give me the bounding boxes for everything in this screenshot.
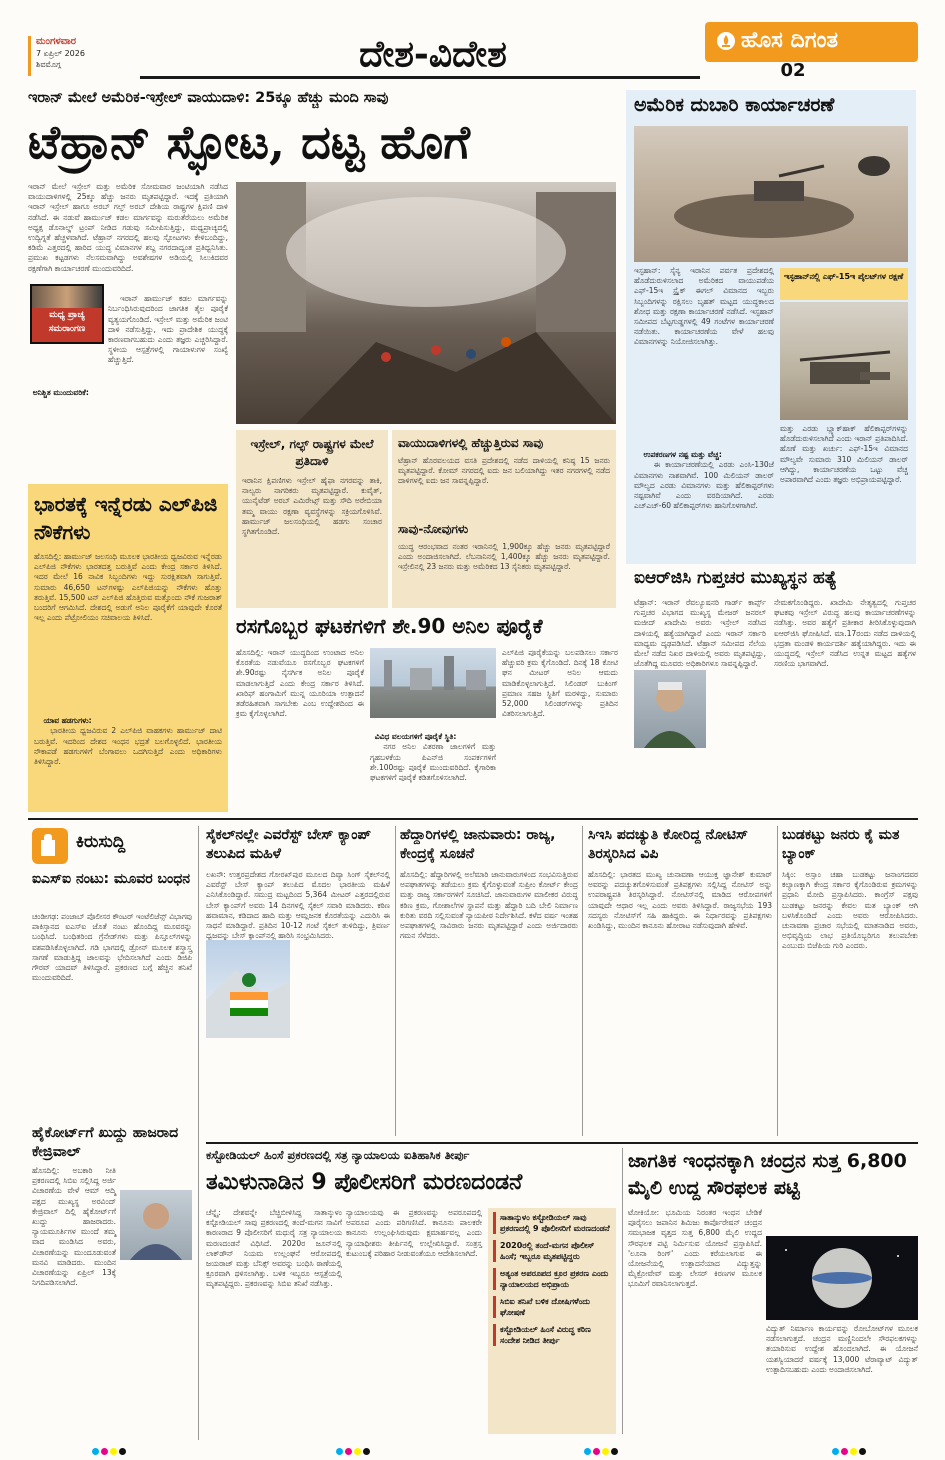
- vertical-rule-1: [198, 826, 199, 1440]
- moon-solar-ring-photo: [766, 1236, 918, 1320]
- custody-timeline: [488, 1208, 616, 1434]
- lpg-body-2: ಭಾರತೀಯ ಧ್ವಜವಿರುವ 2 ಎಲ್‌ಪಿಜಿ ವಾಹಕಗಳು ಹಾರ್ಮುಜ್ ದಾಟಿ ಬರುತ್ತಿವೆ. ಇದರಿಂದ ದೇಶದ ಇಂಧನ ಭದ್ರತೆ ಬಲಗೊಳ್ಳಲಿದೆ. ಭಾರತೀಯ ನೌಕಾಪಡೆ ಹಡಗುಗಳಿಗೆ ಬೆಂಗಾವಲು ಒದಗಿಸುತ್ತಿದೆ ಎಂದು ಅಧಿಕಾರಿಗಳು ತಿಳಿಸಿದ್ದಾರೆ.: [34, 726, 225, 767]
- section-divider: [28, 818, 918, 820]
- vertical-rule-5: [622, 1148, 623, 1434]
- timeline-item: ಸಾತಾನ್ಕುಳಂ ಕಸ್ಟೋಡಿಯಲ್ ಸಾವು ಪ್ರಕರಣದಲ್ಲಿ 9 ಪೊಲೀಸರಿಗೆ ಮರಣದಂಡನೆ: [493, 1212, 611, 1234]
- page-number: 02: [780, 60, 806, 81]
- rescue-caption: ಇಸ್ಫಹಾನ್‌ನಲ್ಲಿ ಎಫ್-15ಇ ಪೈಲಟ್‌ಗಳ ರಕ್ಷಣೆ: [784, 272, 904, 281]
- timeline-item: ಕಸ್ಟೋಡಿಯಲ್ ಹಿಂಸೆ ವಿರುದ್ಧ ಕಠಿಣ ಸಂದೇಶ ನೀಡಿದ ತೀರ್ಪು: [493, 1324, 611, 1346]
- fertilizer-plant-photo: [370, 648, 496, 718]
- lead-headline: ಟೆಹ್ರಾನ್ ಸ್ಫೋಟ, ದಟ್ಟ ಹೊಗೆ: [28, 115, 470, 169]
- casualties-title: ಸಾವು-ನೋವುಗಳು: [398, 522, 469, 536]
- solar-body: ಟೋಕಿಯೋ: ಭೂಮಿಯ ನಿರಂತರ ಇಂಧನ ಬೇಡಿಕೆ ಪೂರೈಸಲು ಜಪಾನಿನ ಶಿಮಿಜು ಕಾರ್ಪೊರೇಷನ್ ಚಂದ್ರನ ಸಮಭಾಜಕ ವೃತ್ತದ ಸುತ್ತ 6,800 ಮೈಲಿ ಉದ್ದದ ಸೌರಫಲಕ ಪಟ್ಟಿ ನಿರ್ಮಿಸುವ ಯೋಜನೆ ಪ್ರಸ್ತಾಪಿಸಿದೆ. 'ಲೂನಾ ರಿಂಗ್' ಎಂದು ಕರೆಯಲಾಗುವ ಈ ಯೋಜನೆಯಲ್ಲಿ ಉತ್ಪಾದನೆಯಾದ ವಿದ್ಯುತ್ತನ್ನು ಮೈಕ್ರೋವೇವ್ ಮತ್ತು ಲೇಸರ್ ಕಿರಣಗಳ ಮೂಲಕ ಭೂಮಿಗೆ ರವಾನಿಸಲಾಗುತ್ತದೆ.: [628, 1208, 765, 1289]
- us-rescue-box: [626, 90, 916, 564]
- us-rescue-body-2-wrap: [634, 440, 777, 560]
- highway-body: ಹೊಸದಿಲ್ಲಿ: ಹೆದ್ದಾರಿಗಳಲ್ಲಿ ಅಲೆಮಾರಿ ಜಾನುವಾರುಗಳಿಂದ ಸಂಭವಿಸುತ್ತಿರುವ ಅಪಘಾತಗಳನ್ನು ತಡೆಯಲು ಕ್ರಮ ಕೈಗೊಳ್ಳುವಂತೆ ಸುಪ್ರೀಂ ಕೋರ್ಟ್ ಕೇಂದ್ರ ಮತ್ತು ರಾಜ್ಯ ಸರ್ಕಾರಗಳಿಗೆ ಸೂಚಿಸಿದೆ. ಜಾನುವಾರುಗಳ ಮಾಲೀಕರ ವಿರುದ್ಧ ಕಠಿಣ ಕ್ರಮ, ಗೋಶಾಲೆಗಳ ಸ್ಥಾಪನೆ ಮತ್ತು ಹೆದ್ದಾರಿ ಬದಿ ಬೇಲಿ ನಿರ್ಮಾಣ ಕುರಿತು ವರದಿ ಸಲ್ಲಿಸುವಂತೆ ನ್ಯಾಯಪೀಠ ನಿರ್ದೇಶಿಸಿದೆ. ಕಳೆದ ವರ್ಷ ಇಂತಹ ಅಪಘಾತಗಳಲ್ಲಿ ಸಾವಿರಾರು ಜನರು ಮೃತಪಟ್ಟಿದ್ದಾರೆ ಎಂದು ಅರ್ಜಿದಾರರು ಗಮನ ಸೆಳೆದರು.: [400, 870, 581, 941]
- lpg-body: ಹೊಸದಿಲ್ಲಿ: ಹಾರ್ಮುಜ್ ಜಲಸಂಧಿ ಮೂಲಕ ಭಾರತೀಯ ಧ್ವಜವಿರುವ ಇನ್ನೆರಡು ಎಲ್‌ಪಿಜಿ ನೌಕೆಗಳು ಭಾರತದತ್ತ ಬರುತ್ತಿವೆ ಎಂದು ಕೇಂದ್ರ ಸರ್ಕಾರ ತಿಳಿಸಿದೆ. ಇದರ ಮೇಲೆ 16 ನಾವಿಕ ಸಿಬ್ಬಂದಿಗಳು ಇದ್ದು ಸುರಕ್ಷಿತವಾಗಿ ಸಾಗುತ್ತಿವೆ. ಸುಮಾರು 46,650 ಟನ್‌ಗಳಷ್ಟು ಎಲ್‌ಪಿಜಿಯನ್ನು ನೌಕೆಗಳು ಹೊತ್ತು ತರುತ್ತಿವೆ. 15,500 ಟನ್ ಎಲ್‌ಪಿಜಿ ಹೊತ್ತಿರುವ ಮತ್ತೊಂದು ನೌಕೆ ಗುಜರಾತ್ ಬಂದರಿಗೆ ಆಗಮಿಸಿದೆ. ದೇಶದಲ್ಲಿ ಅಡುಗೆ ಅನಿಲ ಪೂರೈಕೆಗೆ ಯಾವುದೇ ಕೊರತೆ ಇಲ್ಲ ಎಂದು ಪೆಟ್ರೋಲಿಯಂ ಸಚಿವಾಲಯ ತಿಳಿಸಿದೆ.: [34, 552, 225, 623]
- casualties-body: ಯುದ್ಧ ಆರಂಭವಾದ ನಂತರ ಇರಾನಿನಲ್ಲಿ 1,900ಕ್ಕೂ ಹೆಚ್ಚು ಜನರು ಮೃತಪಟ್ಟಿದ್ದಾರೆ ಎಂದು ಅಂದಾಜಿಸಲಾಗಿದೆ. ಲೆಬನಾನಿನಲ್ಲಿ 1,400ಕ್ಕೂ ಹೆಚ್ಚು ಜನರು ಮೃತಪಟ್ಟಿದ್ದಾರೆ. ಇಸ್ರೇಲಿನಲ್ಲಿ 23 ಜನರು ಮತ್ತು ಅಮೆರಿಕದ 13 ಸೈನಿಕರು ಮೃತಪಟ್ಟಿದ್ದಾರೆ.: [398, 542, 613, 572]
- registration-dots-far-right: [832, 1440, 872, 1450]
- lead-body: ಇರಾನ್ ಮೇಲೆ ಇಸ್ರೇಲ್ ಮತ್ತು ಅಮೆರಿಕ ಸೋಮವಾರ ಜಂಟಿಯಾಗಿ ನಡೆಸಿದ ವಾಯುದಾಳಿಗಳಲ್ಲಿ 25ಕ್ಕೂ ಹೆಚ್ಚು ಜನರು ಮೃತಪಟ್ಟಿದ್ದಾರೆ. ಇದಕ್ಕೆ ಪ್ರತಿಯಾಗಿ ಇರಾನ್ ಇಸ್ರೇಲ್ ಹಾಗೂ ಅರಬ್ ಗಲ್ಫ್ ಅರಬ್ ದೇಶಿಯ ರಾಷ್ಟ್ರಗಳ ಕ್ಷಿಪಣಿ ದಾಳಿ ನಡೆಸಿದೆ. ಈ ನಡುವೆ ಹಾರ್ಮುಜ್ ಕಡಲ ಮಾರ್ಗವನ್ನು ಮರುತೆರೆಯಲು ಅಮೆರಿಕ ಅಧ್ಯಕ್ಷ ಡೊನಾಲ್ಡ್ ಟ್ರಂಪ್ ನೀಡಿದ ಗಡುವು ಸಮೀಪಿಸುತ್ತಿದ್ದು, ಮಧ್ಯಪ್ರಾಚ್ಯದಲ್ಲಿ ಉದ್ವಿಗ್ನತೆ ಹೆಚ್ಚಳವಾಗಿದೆ. ಟೆಹ್ರಾನ್ ನಗರದಲ್ಲಿ ಹಲವು ಸ್ಫೋಟಗಳು ಕೇಳಿಬಂದಿದ್ದು, ಕಡಿಮೆ ಎತ್ತರದಲ್ಲಿ ಹಾರಿದ ಯುದ್ಧ ವಿಮಾನಗಳ ಶಬ್ದ ನಗರದಾದ್ಯಂತ ಪ್ರತಿಧ್ವನಿಸಿತು. ಪ್ರಮುಖ ಕಟ್ಟಡಗಳು ನೆಲಸಮವಾಗಿದ್ದು ಅವಶೇಷಗಳ ಅಡಿಯಲ್ಲಿ ಸಿಲುಕಿದವರ ರಕ್ಷಣೆಗಾಗಿ ಕಾರ್ಯಾಚರಣೆ ಮುಂದುವರಿದಿದೆ.: [28, 182, 231, 273]
- cec-body: ಹೊಸದಿಲ್ಲಿ: ಭಾರತದ ಮುಖ್ಯ ಚುನಾವಣಾ ಆಯುಕ್ತ ಜ್ಞಾನೇಶ್ ಕುಮಾರ್ ಅವರನ್ನು ಪದಚ್ಯುತಗೊಳಿಸುವಂತೆ ಪ್ರತಿಪಕ್ಷಗಳು ಸಲ್ಲಿಸಿದ್ದ ನೋಟಿಸ್ ಅನ್ನು ಉಪರಾಷ್ಟ್ರಪತಿ ತಿರಸ್ಕರಿಸಿದ್ದಾರೆ. ನೋಟಿಸ್‌ನಲ್ಲಿ ಮಾಡಿದ ಆರೋಪಗಳಿಗೆ ಯಾವುದೇ ಆಧಾರ ಇಲ್ಲ ಎಂದು ಅವರು ತಿಳಿಸಿದ್ದಾರೆ. ರಾಜ್ಯಸಭೆಯ 193 ಸದಸ್ಯರು ನೋಟಿಸ್‌ಗೆ ಸಹಿ ಹಾಕಿದ್ದರು. ಈ ನಿರ್ಧಾರವನ್ನು ಪ್ರತಿಪಕ್ಷಗಳು ಖಂಡಿಸಿದ್ದು, ಮುಂದಿನ ಕಾನೂನು ಹೋರಾಟ ನಡೆಸುವುದಾಗಿ ಹೇಳಿವೆ.: [588, 870, 775, 931]
- crash-site-photo: [634, 126, 908, 262]
- fertilizer-body2-label: ವಿವಿಧ ವಲಯಗಳಿಗೆ ಪೂರೈಕೆ ಸ್ಥಿತಿ:: [374, 732, 457, 742]
- fertilizer-body-3: ಎಲ್‌ಪಿಜಿ ಪೂರೈಕೆಯನ್ನು ಬಲಪಡಿಸಲು ಸರ್ಕಾರ ಹೆಚ್ಚುವರಿ ಕ್ರಮ ಕೈಗೊಂಡಿದೆ. ದಿನಕ್ಕೆ 18 ಕೋಟಿ ಘನ ಮೀಟರ್ ಅನಿಲ ಆಮದು ಮಾಡಿಕೊಳ್ಳಲಾಗುತ್ತಿದೆ. ಸಿಲಿಂಡರ್ ಬುಕಿಂಗ್ ಪ್ರಮಾಣ ಸಹಜ ಸ್ಥಿತಿಗೆ ಮರಳಿದ್ದು, ಸುಮಾರು 52,000 ಸಿಲಿಂಡರ್‌ಗಳನ್ನು ಪ್ರತಿದಿನ ವಿತರಿಸಲಾಗುತ್ತಿದೆ.: [502, 648, 621, 719]
- custody-kicker: ಕಸ್ಟೋಡಿಯಲ್ ಹಿಂಸೆ ಪ್ರಕರಣದಲ್ಲಿ ಸತ್ರ ನ್ಯಾಯಾಲಯ ಐತಿಹಾಸಿಕ ತೀರ್ಪು: [206, 1148, 470, 1162]
- cyclist-photo: [206, 940, 290, 1038]
- deaths-body: ಟೆಹ್ರಾನ್ ಹೊರವಲಯದ ವಸತಿ ಪ್ರದೇಶದಲ್ಲಿ ನಡೆದ ದಾಳಿಯಲ್ಲಿ ಕನಿಷ್ಠ 15 ಜನರು ಮೃತಪಟ್ಟಿದ್ದಾರೆ. ಕೋಮ್ ನಗರದಲ್ಲಿ ಐದು ಜನ ಬಲಿಯಾಗಿದ್ದು ಇತರ ನಗರಗಳಲ್ಲಿ ನಡೆದ ದಾಳಿಗಳಲ್ಲಿ ಐದು ಜನ ಸಾವನ್ನಪ್ಪಿದ್ದಾರೆ.: [398, 456, 613, 486]
- fertilizer-body-2-wrap: [370, 722, 499, 812]
- lpg-body-2-wrap: [34, 706, 225, 806]
- lamp-icon: [717, 32, 735, 50]
- kejriwal-title: ಹೈಕೋರ್ಟ್‌ಗೆ ಖುದ್ದು ಹಾಜರಾದ ಕೇಜ್ರಿವಾಲ್: [32, 1125, 179, 1160]
- solar-body-2: ವಿದ್ಯುತ್ ನಿರ್ಮಾಣ ಕಾರ್ಯವನ್ನು ರೋಬೋಟ್‌ಗಳ ಮೂಲಕ ನಡೆಸಲಾಗುತ್ತದೆ. ಚಂದ್ರನ ಮಣ್ಣಿನಿಂದಲೇ ಸೌರಫಲಕಗಳನ್ನು ತಯಾರಿಸುವ ಉದ್ದೇಶ ಹೊಂದಲಾಗಿದೆ. ಈ ಯೋಜನೆ ಯಶಸ್ವಿಯಾದರೆ ವರ್ಷಕ್ಕೆ 13,000 ಟೆರಾವ್ಯಾಟ್ ವಿದ್ಯುತ್ ಉತ್ಪಾದಿಸಬಹುದು ಎಂದು ಅಂದಾಜಿಸಲಾಗಿದೆ.: [766, 1324, 921, 1374]
- custody-body: ಚೆನ್ನೈ: ದೇಶವನ್ನೇ ಬೆಚ್ಚಿಬೀಳಿಸಿದ್ದ ಸಾತಾನ್ಕುಳಂ ಕಸ್ಟೋಡಿಯಲ್ ಸಾವು ಪ್ರಕರಣದಲ್ಲಿ ತಂದೆ-ಮಗನ ಸಾವಿಗೆ ಕಾರಣರಾದ 9 ಪೊಲೀಸರಿಗೆ ಮಧುರೈ ಸತ್ರ ನ್ಯಾಯಾಲಯ ಮರಣದಂಡನೆ ವಿಧಿಸಿದೆ. 2020ರ ಜೂನ್‌ನಲ್ಲಿ ಲಾಕ್‌ಡೌನ್ ನಿಯಮ ಉಲ್ಲಂಘನೆ ಆರೋಪದಲ್ಲಿ ಜಯರಾಜ್ ಮತ್ತು ಬೆನಿಕ್ಸ್ ಅವರನ್ನು ಬಂಧಿಸಿ ಠಾಣೆಯಲ್ಲಿ ಕ್ರೂರವಾಗಿ ಥಳಿಸಲಾಗಿತ್ತು. ಬಳಿಕ ಇಬ್ಬರೂ ಆಸ್ಪತ್ರೆಯಲ್ಲಿ ಮೃತಪಟ್ಟಿದ್ದರು. ಪ್ರಕರಣವನ್ನು ಸಿಬಿಐ ತನಿಖೆ ನಡೆಸಿತ್ತು.: [206, 1208, 345, 1289]
- us-rescue-body2-label: ಉಪಕರಣಗಳ ನಷ್ಟ ಮತ್ತು ವೆಚ್ಚ:: [643, 450, 722, 460]
- paper-logo: [705, 22, 918, 62]
- kirusuddi-label: ಕಿರುಸುದ್ದಿ: [76, 832, 126, 852]
- lead-body-3: [28, 378, 228, 478]
- day-label: ಮಂಗಳವಾರ: [36, 36, 77, 47]
- war-badge: [30, 284, 104, 344]
- lead-body2-label: ಅನಿಶ್ಚಿತ ಮುಂದುವರಿಕೆ:: [32, 388, 89, 398]
- custody-headline: ತಮಿಳುನಾಡಿನ 9 ಪೊಲೀಸರಿಗೆ ಮರಣದಂಡನೆ: [206, 1170, 523, 1195]
- retaliation-body: ಇರಾನಿನ ಕ್ಷಿಪಣಿಗಳು ಇಸ್ರೇಲ್ ಹೈಫಾ ನಗರವನ್ನು ತಾಕಿ, ನಾಲ್ವರು ನಾಗರಿಕರು ಮೃತಪಟ್ಟಿದ್ದಾರೆ. ಕುವೈತ್, ಯುನೈಟೆಡ್ ಅರಬ್ ಎಮಿರೇಟ್ಸ್ ಮತ್ತು ಸೌದಿ ಅರೇಬಿಯಾ ತಮ್ಮ ವಾಯು ರಕ್ಷಣಾ ವ್ಯವಸ್ಥೆಗಳನ್ನು ಸಕ್ರಿಯಗೊಳಿಸಿವೆ. ಹಾರ್ಮುಜ್ ಜಲಸಂಧಿಯಲ್ಲಿ ಹಡಗು ಸಂಚಾರ ಸ್ಥಗಿತಗೊಂಡಿದೆ.: [242, 476, 385, 537]
- us-rescue-body-2: ಈ ಕಾರ್ಯಾಚರಣೆಯಲ್ಲಿ ಎರಡು ಎಂಸಿ-130ಜೆ ವಿಮಾನಗಳು ನಾಶವಾಗಿವೆ. 100 ಮಿಲಿಯನ್ ಡಾಲರ್ ಮೌಲ್ಯದ ಎರಡು ವಿಮಾನಗಳು ಮತ್ತು ಹೆಲಿಕಾಪ್ಟರ್‌ಗಳು ನಷ್ಟವಾಗಿವೆ ಎಂದು ವರದಿಯಾಗಿದೆ. ಎರಡು ಎಚ್‌ಎಚ್-60 ಹೆಲಿಕಾಪ್ಟರ್‌ಗಳು ಹಾನಿಗೊಳಗಾಗಿವೆ.: [634, 460, 777, 511]
- city-label: ಶಿವಮೊಗ್ಗ: [36, 60, 61, 69]
- irgc-body-side: [710, 670, 766, 810]
- us-rescue-body-3: ಮತ್ತು ಎರಡು ಬ್ಲ್ಯಾಕ್‌ಹಾಕ್ ಹೆಲಿಕಾಪ್ಟರ್‌ಗಳನ್ನು ಹೊಡೆದುರುಳಿಸಲಾಗಿದೆ ಎಂದು ಇರಾನ್ ಪ್ರತಿಪಾದಿಸಿದೆ. ಹೊಣೆ ಮತ್ತು ಖರ್ಚು: ಎಫ್-15ಇ ವಿಮಾನದ ಮೌಲ್ಯವೇ ಸುಮಾರು 310 ಮಿಲಿಯನ್ ಡಾಲರ್ ಆಗಿದ್ದು, ಕಾರ್ಯಾಚರಣೆಯ ಒಟ್ಟು ವೆಚ್ಚ ಅಪಾರವಾಗಿದೆ ಎಂದು ತಜ್ಞರು ಅಭಿಪ್ರಾಯಪಟ್ಟಿದ್ದಾರೆ.: [780, 424, 911, 485]
- kejriwal-photo: [120, 1190, 192, 1260]
- timeline-item: ಸಿಬಿಐ ತನಿಖೆ ಬಳಿಕ ದೋಷಿಗಳೆಂದು ಘೋಷಣೆ: [493, 1296, 611, 1318]
- lpg-headline: ಭಾರತಕ್ಕೆ ಇನ್ನೆರಡು ಎಲ್‌ಪಿಜಿ ನೌಕೆಗಳು: [34, 492, 218, 544]
- vertical-rule-3: [582, 826, 583, 1136]
- timeline-item: ಅತ್ಯಂತ ಅಪರೂಪದ ಕ್ರೂರ ಪ್ರಕರಣ ಎಂದು ನ್ಯಾಯಾಲಯದ ಅಭಿಪ್ರಾಯ: [493, 1268, 611, 1290]
- tehran-blast-photo: [236, 182, 616, 424]
- us-rescue-headline: ಅಮೆರಿಕ ದುಬಾರಿ ಕಾರ್ಯಾಚರಣೆ: [634, 94, 835, 116]
- cyclist-headline: ಸೈಕಲ್‌ನಲ್ಲೇ ಎವರೆಸ್ಟ್ ಬೇಸ್ ಕ್ಯಾಂಪ್ ತಲುಪಿದ ಮಹಿಳೆ: [206, 827, 372, 862]
- section-title: ದೇಶ-ವಿದೇಶ: [359, 33, 507, 75]
- lead-kicker: ಇರಾನ್ ಮೇಲೆ ಅಮೆರಿಕ-ಇಸ್ರೇಲ್ ವಾಯುದಾಳಿ: 25ಕ್ಕೂ ಹೆಚ್ಚು ಮಂದಿ ಸಾವು: [28, 90, 389, 106]
- date-label: 7 ಏಪ್ರಿಲ್ 2026: [36, 49, 85, 58]
- highway-headline: ಹೆದ್ದಾರಿಗಳಲ್ಲಿ ಜಾನುವಾರು: ರಾಜ್ಯ, ಕೇಂದ್ರಕ್ಕೆ ಸೂಚನೆ: [400, 827, 556, 862]
- us-rescue-body: ಇಸ್ಫಹಾನ್: ಸೈನ್ಯ ಇರಾನಿನ ಪರ್ವತ ಪ್ರದೇಶದಲ್ಲಿ ಹೊಡೆದುರುಳಿಸಲಾದ ಅಮೆರಿಕದ ವಾಯುಪಡೆಯ ಎಫ್-15ಇ ಸ್ಟ್ರೈಕ್ ಈಗಲ್ ವಿಮಾನದ ಇಬ್ಬರು ಸಿಬ್ಬಂದಿಗಳನ್ನು ರಕ್ಷಿಸಲು ಬೃಹತ್ ಮಟ್ಟದ ಯುದ್ಧಕಾಲದ ಶೋಧ ಮತ್ತು ರಕ್ಷಣಾ ಕಾರ್ಯಾಚರಣೆ ನಡೆಸಿದೆ. ಇಸ್ಫಹಾನ್ ಸಮೀಪದ ಬೆಟ್ಟಗುಡ್ಡಗಳಲ್ಲಿ 49 ಗಂಟೆಗಳ ಕಾರ್ಯಾಚರಣೆ ನಡೆಯಿತು. ಕಾರ್ಯಾಚರಣೆಯ ವೇಳೆ ಹಲವು ವಿಮಾನಗಳನ್ನು ನಿಯೋಜಿಸಲಾಗಿತ್ತು.: [634, 266, 777, 347]
- kirusuddi-banner: [28, 826, 188, 866]
- cec-headline: ಸಿಇಸಿ ಪದಚ್ಯುತಿ ಕೋರಿದ್ದ ನೋಟಿಸ್ ತಿರಸ್ಕರಿಸಿದ ವಿಪಿ: [588, 827, 748, 862]
- timeline-item: 2020ರಲ್ಲಿ ತಂದೆ-ಮಗನ ಪೊಲೀಸ್ ಹಿಂಸೆ; ಇಬ್ಬರೂ ಮೃತಪಟ್ಟಿದ್ದರು: [493, 1240, 611, 1262]
- registration-dots-right: [584, 1440, 624, 1450]
- custody-body-2: ನ್ಯಾಯಾಲಯವು ಈ ಪ್ರಕರಣವನ್ನು ಅಪರೂಪದಲ್ಲಿ ಅಪರೂಪ ಎಂದು ಪರಿಗಣಿಸಿದೆ. ಕಾನೂನು ಪಾಲಕರೇ ಕಾನೂನು ಉಲ್ಲಂಘಿಸಿರುವುದು ಕ್ಷಮಾರ್ಹವಲ್ಲ ಎಂದು ನ್ಯಾಯಾಧೀಶರು ತೀರ್ಪಿನಲ್ಲಿ ಉಲ್ಲೇಖಿಸಿದ್ದಾರೆ. ಸಂತ್ರಸ್ತ ಕುಟುಂಬಕ್ಕೆ ಪರಿಹಾರ ನೀಡುವಂತೆಯೂ ಆದೇಶಿಸಲಾಗಿದೆ.: [346, 1208, 485, 1258]
- rescue-caption-box: [780, 268, 908, 300]
- lead-body-2: ಇರಾನ್ ಹಾರ್ಮುಜ್ ಕಡಲ ಮಾರ್ಗವನ್ನು ನಿರ್ಬಂಧಿಸಿರುವುದರಿಂದ ಜಾಗತಿಕ ತೈಲ ಪೂರೈಕೆ ವ್ಯತ್ಯಯಗೊಂಡಿದೆ. ಇಸ್ರೇಲ್ ಮತ್ತು ಅಮೆರಿಕ ಜಂಟಿ ದಾಳಿ ನಡೆಸುತ್ತಿದ್ದು, ಇದು ಪ್ರಾದೇಶಿಕ ಯುದ್ಧಕ್ಕೆ ಕಾರಣವಾಗಬಹುದು ಎಂದು ತಜ್ಞರು ಎಚ್ಚರಿಸಿದ್ದಾರೆ. ಸ್ಥಳೀಯ ಆಸ್ಪತ್ರೆಗಳಲ್ಲಿ ಗಾಯಾಳುಗಳ ಸಂಖ್ಯೆ ಹೆಚ್ಚುತ್ತಿದೆ.: [108, 294, 231, 365]
- badge-top-label: ಮಧ್ಯ ಪ್ರಾಚ್ಯ: [49, 310, 85, 320]
- solar-headline: ಜಾಗತಿಕ ಇಂಧನಕ್ಕಾಗಿ ಚಂದ್ರನ ಸುತ್ತ 6,800 ಮೈಲಿ ಉದ್ದ ಸೌರಫಲಕ ಪಟ್ಟಿ: [628, 1150, 907, 1199]
- vertical-rule-2: [395, 826, 396, 1136]
- masthead: [28, 28, 918, 84]
- fertilizer-body: ಹೊಸದಿಲ್ಲಿ: ಇರಾನ್ ಯುದ್ಧದಿಂದ ಉಂಟಾದ ಅನಿಲ ಕೊರತೆಯ ನಡುವೆಯೂ ರಸಗೊಬ್ಬರ ಘಟಕಗಳಿಗೆ ಶೇ.90ರಷ್ಟು ನೈಸರ್ಗಿಕ ಅನಿಲ ಪೂರೈಕೆ ಮಾಡಲಾಗುತ್ತಿದೆ ಎಂದು ಕೇಂದ್ರ ಸರ್ಕಾರ ತಿಳಿಸಿದೆ. ಖಾರಿಫ್ ಹಂಗಾಮಿಗೆ ಮುನ್ನ ಯೂರಿಯಾ ಉತ್ಪಾದನೆ ತಡೆರಹಿತವಾಗಿ ಸಾಗಬೇಕು ಎಂಬ ಉದ್ದೇಶದಿಂದ ಈ ಕ್ರಮ ಕೈಗೊಳ್ಳಲಾಗಿದೆ.: [236, 648, 367, 719]
- isi-body: ಚಂಡೀಗಢ: ಪಂಜಾಬ್ ಪೊಲೀಸರ ಕೌಂಟರ್ ಇಂಟೆಲಿಜೆನ್ಸ್ ವಿಭಾಗವು ಪಾಕಿಸ್ತಾನದ ಐಎಸ್‌ಐ ಜೊತೆ ನಂಟು ಹೊಂದಿದ್ದ ಮೂವರನ್ನು ಬಂಧಿಸಿದೆ. ಬಂಧಿತರಿಂದ ಗ್ರೆನೇಡ್‌ಗಳು ಮತ್ತು ಪಿಸ್ತೂಲ್‌ಗಳನ್ನು ವಶಪಡಿಸಿಕೊಳ್ಳಲಾಗಿದೆ. ಗಡಿ ಭಾಗದಲ್ಲಿ ಡ್ರೋನ್ ಮೂಲಕ ಶಸ್ತ್ರಾಸ್ತ್ರ ಸಾಗಣೆ ಮಾಡುತ್ತಿದ್ದ ಜಾಲವನ್ನು ಭೇದಿಸಲಾಗಿದೆ ಎಂದು ಡಿಜಿಪಿ ಗೌರವ್ ಯಾದವ್ ತಿಳಿಸಿದ್ದಾರೆ. ಪ್ರಕರಣದ ಬಗ್ಗೆ ಹೆಚ್ಚಿನ ತನಿಖೆ ಮುಂದುವರಿದಿದೆ.: [32, 912, 195, 983]
- kirusuddi-icon: [32, 828, 68, 864]
- date-block: [28, 36, 138, 76]
- isi-title: ಐಎಸ್‌ಐ ನಂಟು: ಮೂವರ ಬಂಧನ: [32, 871, 191, 887]
- fertilizer-body-2: ನಗರ ಅನಿಲ ವಿತರಣಾ ಜಾಲಗಳಿಗೆ ಮತ್ತು ಗೃಹಬಳಕೆಯ ಪಿಎನ್‌ಜಿ ಸಂಪರ್ಕಗಳಿಗೆ ಶೇ.100ರಷ್ಟು ಪೂರೈಕೆ ಮುಂದುವರಿದಿದೆ. ಕೈಗಾರಿಕಾ ಘಟಕಗಳಿಗೆ ಪೂರೈಕೆ ಕಡಿತಗೊಳಿಸಲಾಗಿದೆ.: [370, 742, 499, 783]
- helicopter-wreck-photo: [780, 302, 908, 420]
- fertilizer-headline: ರಸಗೊಬ್ಬರ ಘಟಕಗಳಿಗೆ ಶೇ.90 ಅನಿಲ ಪೂರೈಕೆ: [236, 614, 543, 638]
- lpg-box: [28, 484, 228, 812]
- deaths-box: [392, 430, 616, 608]
- paper-name: ಹೊಸ ದಿಗಂತ: [741, 28, 839, 53]
- irgc-body-2: ನೇಮಕಗೊಂಡಿದ್ದರು. ಖಾದೇಮಿ ನೇತೃತ್ವದಲ್ಲಿ ಗುಪ್ತಚರ ಘಟಕವು ಇಸ್ರೇಲ್ ವಿರುದ್ಧ ಹಲವು ಕಾರ್ಯಾಚರಣೆಗಳನ್ನು ನಡೆಸಿತ್ತು. ಅವರ ಹತ್ಯೆಗೆ ಪ್ರತೀಕಾರ ತೀರಿಸಿಕೊಳ್ಳುವುದಾಗಿ ಐಆರ್‌ಜಿಸಿ ಘೋಷಿಸಿದೆ. ಮಾ.17ರಂದು ನಡೆದ ದಾಳಿಯಲ್ಲಿ ಭದ್ರತಾ ಮಂಡಳಿ ಕಾರ್ಯದರ್ಶಿ ಹತ್ಯೆಯಾಗಿದ್ದರು. ಇದು ಈ ಯುದ್ಧದಲ್ಲಿ ಇಸ್ರೇಲ್ ನಡೆಸಿದ ಉನ್ನತ ಮಟ್ಟದ ಹತ್ಯೆಗಳ ಸರಣಿಯ ಭಾಗವಾಗಿದೆ.: [774, 598, 919, 669]
- retaliation-box: [236, 430, 388, 608]
- irgc-body: ಟೆಹ್ರಾನ್: ಇರಾನ್ ರೆವಲ್ಯೂಷನರಿ ಗಾರ್ಡ್ ಕಾರ್ಪ್ಸ್ ಗುಪ್ತಚರ ವಿಭಾಗದ ಮುಖ್ಯಸ್ಥ ಮೇಜರ್ ಜನರಲ್ ಮಜೀದ್ ಖಾದೇಮಿ ಅವರು ಇಸ್ರೇಲ್ ನಡೆಸಿದ ದಾಳಿಯಲ್ಲಿ ಹತ್ಯೆಯಾಗಿದ್ದಾರೆ ಎಂದು ಇರಾನ್ ಸರ್ಕಾರಿ ಮಾಧ್ಯಮ ದೃಢಪಡಿಸಿದೆ. ಟೆಹ್ರಾನ್ ಸಮೀಪದ ನೆಲೆಯ ಮೇಲೆ ನಡೆದ ನಿಖರ ದಾಳಿಯಲ್ಲಿ ಅವರು ಮೃತಪಟ್ಟಿದ್ದು, ಜೊತೆಗಿದ್ದ ಮೂವರು ಅಧಿಕಾರಿಗಳೂ ಸಾವನ್ನಪ್ಪಿದ್ದಾರೆ.: [634, 598, 769, 669]
- lower-divider: [206, 1142, 918, 1144]
- kejriwal-body: ಹೊಸದಿಲ್ಲಿ: ಅಬಕಾರಿ ನೀತಿ ಪ್ರಕರಣದಲ್ಲಿ ಸಿಬಿಐ ಸಲ್ಲಿಸಿದ್ದ ಅರ್ಜಿ ವಿಚಾರಣೆಯ ವೇಳೆ ಆಮ್ ಆದ್ಮಿ ಪಕ್ಷದ ಮುಖ್ಯಸ್ಥ ಅರವಿಂದ್ ಕೇಜ್ರಿವಾಲ್ ದಿಲ್ಲಿ ಹೈಕೋರ್ಟ್‌ಗೆ ಖುದ್ದು ಹಾಜರಾದರು. ನ್ಯಾಯಮೂರ್ತಿಗಳ ಮುಂದೆ ತಮ್ಮ ವಾದ ಮಂಡಿಸಿದ ಅವರು, ವಿಚಾರಣೆಯನ್ನು ಮುಂದೂಡುವಂತೆ ಮನವಿ ಮಾಡಿದರು. ಮುಂದಿನ ವಿಚಾರಣೆಯನ್ನು ಏಪ್ರಿಲ್ 13ಕ್ಕೆ ನಿಗದಿಪಡಿಸಲಾಗಿದೆ.: [32, 1166, 119, 1288]
- cyclist-body: ಲಖನೌ: ಉತ್ತರಪ್ರದೇಶದ ಗೋರಖ್‌ಪುರ ಮೂಲದ ದಿವ್ಯಾ ಸಿಂಗ್ ಸೈಕಲ್‌ನಲ್ಲಿ ಎವರೆಸ್ಟ್ ಬೇಸ್ ಕ್ಯಾಂಪ್ ತಲುಪಿದ ಮೊದಲ ಭಾರತೀಯ ಮಹಿಳೆ ಎನಿಸಿಕೊಂಡಿದ್ದಾರೆ. ಸಮುದ್ರ ಮಟ್ಟದಿಂದ 5,364 ಮೀಟರ್ ಎತ್ತರದಲ್ಲಿರುವ ಬೇಸ್ ಕ್ಯಾಂಪ್‌ಗೆ ಅವರು 14 ದಿನಗಳಲ್ಲಿ ಸೈಕಲ್ ಸವಾರಿ ಮಾಡಿದರು. ಕಠಿಣ ಹವಾಮಾನ, ಕಡಿದಾದ ಹಾದಿ ಮತ್ತು ಆಮ್ಲಜನಕ ಕೊರತೆಯನ್ನು ಎದುರಿಸಿ ಈ ಸಾಧನೆ ಮಾಡಿದ್ದಾರೆ. ಪ್ರತಿದಿನ 10-12 ಗಂಟೆ ಸೈಕಲ್ ತುಳಿದಿದ್ದು, ತ್ರಿವರ್ಣ ಧ್ವಜವನ್ನು ಬೇಸ್ ಕ್ಯಾಂಪ್‌ನಲ್ಲಿ ಹಾರಿಸಿ ಸಂಭ್ರಮಿಸಿದರು.: [206, 870, 393, 941]
- masthead-rule: [140, 76, 700, 79]
- tribe-body: ಸಿಕ್ಕಿಂ: ಅಸ್ಸಾಂ ಚಹಾ ಬುಡಕಟ್ಟು ಜನಾಂಗದವರ ಕಲ್ಯಾಣಕ್ಕಾಗಿ ಕೇಂದ್ರ ಸರ್ಕಾರ ಕೈಗೊಂಡಿರುವ ಕ್ರಮಗಳನ್ನು ಪ್ರಧಾನಿ ಮೋದಿ ಪ್ರಸ್ತಾಪಿಸಿದರು. ಕಾಂಗ್ರೆಸ್ ಪಕ್ಷವು ಬುಡಕಟ್ಟು ಜನರನ್ನು ಕೇವಲ ಮತ ಬ್ಯಾಂಕ್ ಆಗಿ ಬಳಸಿಕೊಂಡಿದೆ ಎಂದು ಅವರು ಆರೋಪಿಸಿದರು. ಚುನಾವಣಾ ಪ್ರಚಾರ ಸಭೆಯಲ್ಲಿ ಮಾತನಾಡಿದ ಅವರು, ಅಭಿವೃದ್ಧಿಯ ಲಾಭ ಪ್ರತಿಯೊಬ್ಬರಿಗೂ ತಲುಪಬೇಕು ಎಂಬುದು ಬಿಜೆಪಿಯ ಗುರಿ ಎಂದರು.: [782, 870, 921, 951]
- badge-bottom-label: ಸಮರಾಂಗಣ: [48, 324, 86, 334]
- lpg-body2-label: ಯಾವ ಹಡಗುಗಳು:: [43, 716, 92, 726]
- registration-dots-left: [92, 1440, 132, 1450]
- tribe-headline: ಬುಡಕಟ್ಟು ಜನರು ಕೈ ಮತ ಬ್ಯಾಂಕ್: [782, 827, 900, 862]
- irgc-headline: ಐಆರ್‌ಜಿಸಿ ಗುಪ್ತಚರ ಮುಖ್ಯಸ್ಥನ ಹತ್ಯೆ: [634, 568, 837, 588]
- vertical-rule-4: [777, 826, 778, 1136]
- registration-dots-center: [336, 1440, 376, 1450]
- lead-body-right-of-badge: [108, 284, 231, 374]
- war-badge-photo: [32, 286, 102, 308]
- deaths-title: ವಾಯುದಾಳಿಗಳಲ್ಲಿ ಹೆಚ್ಚುತ್ತಿರುವ ಸಾವು: [398, 436, 544, 450]
- khademi-photo: [634, 670, 706, 748]
- retaliation-title: ಇಸ್ರೇಲ್, ಗಲ್ಫ್ ರಾಷ್ಟ್ರಗಳ ಮೇಲೆ ಪ್ರತಿದಾಳಿ: [250, 437, 374, 468]
